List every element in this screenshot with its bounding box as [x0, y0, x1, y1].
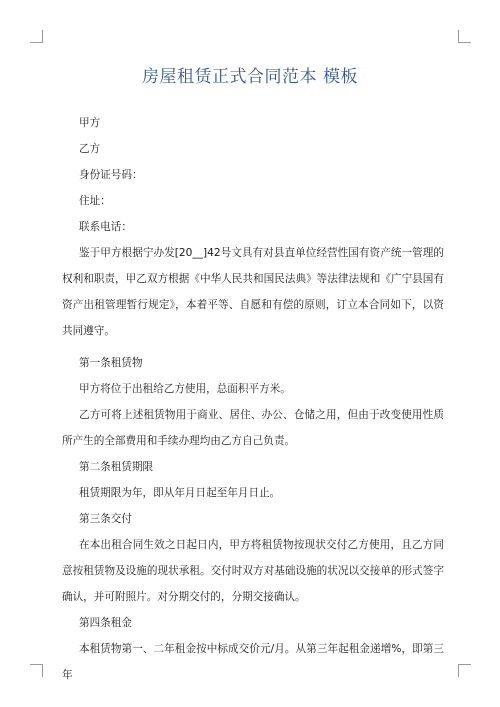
- corner-mark-bottom-left: [30, 664, 43, 677]
- article-1-heading: 第一条租赁物: [79, 357, 143, 369]
- article-3-heading: 第三条交付: [79, 513, 132, 525]
- article-2-paragraph-1: 租赁期限为年，即从年月日起至年月日止。: [79, 487, 281, 499]
- party-b-field: 乙方: [79, 143, 101, 155]
- phone-field: 联系电话：: [79, 221, 132, 233]
- id-number-field: 身份证号码：: [79, 169, 143, 181]
- article-3-paragraph-1: 在本出租合同生效之日起日内，甲方将租赁物按现状交付乙方使用，且乙方同意按租赁物及设施的现状承租。交付时双方对基础设施的状况以交接单的形式签字确认，并可附照片。对分期交付的，分期交接确认。: [62, 539, 444, 603]
- corner-mark-bottom-right: [458, 664, 471, 677]
- corner-mark-top-left: [30, 30, 43, 43]
- article-4-heading: 第四条租金: [79, 617, 132, 629]
- article-2-heading: 第二条租赁期限: [79, 461, 154, 473]
- party-a-field: 甲方: [79, 117, 101, 129]
- intro-paragraph: 鉴于甲方根据宁办发[20__]42号文具有对县直单位经营性国有资产统一管理的权利和职责，甲乙双方根据《中华人民共和国民法典》等法律法规和《广宁县国有资产出租管理暂行规定》，本着平等、自愿和有偿的原则，订立本合同如下，以资共同遵守。: [62, 247, 444, 337]
- corner-mark-top-right: [458, 30, 471, 43]
- article-1-paragraph-1: 甲方将位于出租给乙方使用，总面积平方米。: [79, 383, 291, 395]
- article-1-paragraph-2: 乙方可将上述租赁物用于商业、居住、办公、仓储之用，但由于改变使用性质所产生的全部费用和手续办理均由乙方自己负责。: [62, 409, 444, 447]
- document-body: [62, 110, 444, 688]
- article-4-paragraph-1: 本租赁物第一、二年租金按中标成交价元/月。从第三年起租金递增%，即第三年: [62, 643, 444, 681]
- document-title: 房屋租赁正式合同范本 模板: [142, 67, 358, 87]
- address-field: 住址：: [79, 195, 111, 207]
